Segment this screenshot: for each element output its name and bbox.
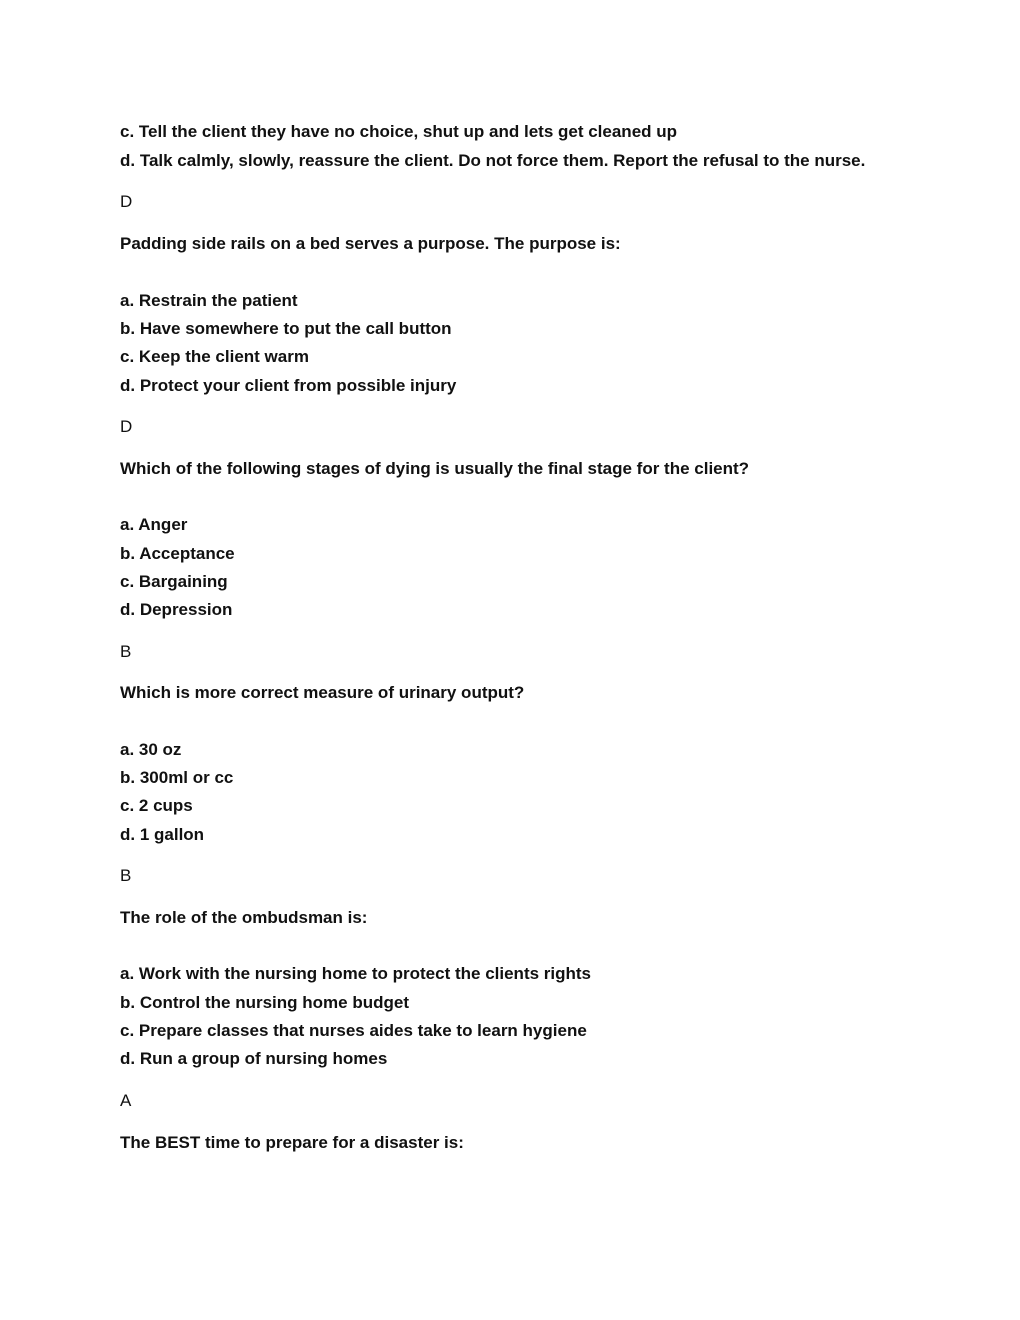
answer-key: B bbox=[120, 642, 132, 661]
option-c: c. Prepare classes that nurses aides take to learn hygiene bbox=[120, 1021, 587, 1040]
option-a: a. Work with the nursing home to protect the clients rights bbox=[120, 964, 592, 983]
option-b: b. Control the nursing home budget bbox=[120, 993, 409, 1012]
option-a: a. 30 oz bbox=[120, 740, 182, 759]
answer-key: B bbox=[120, 866, 132, 885]
option-c: c. Bargaining bbox=[120, 572, 228, 591]
option-b: b. 300ml or cc bbox=[120, 768, 234, 787]
question-text: Padding side rails on a bed serves a purpose. The purpose is: bbox=[120, 234, 621, 253]
question-text: The BEST time to prepare for a disaster is: bbox=[120, 1133, 464, 1152]
question-text: Which of the following stages of dying is usually the final stage for the client? bbox=[120, 459, 750, 478]
question-text: Which is more correct measure of urinary output? bbox=[120, 683, 525, 702]
option-b: b. Acceptance bbox=[120, 544, 235, 563]
option-c: c. Tell the client they have no choice, shut up and lets get cleaned up bbox=[120, 122, 678, 141]
question-text: The role of the ombudsman is: bbox=[120, 908, 368, 927]
option-d: d. Depression bbox=[120, 600, 233, 619]
option-d: d. 1 gallon bbox=[120, 825, 205, 844]
option-c: c. Keep the client warm bbox=[120, 347, 309, 366]
option-b: b. Have somewhere to put the call button bbox=[120, 319, 452, 338]
option-d: d. Talk calmly, slowly, reassure the client. Do not force them. Report the refusal to the nurse. bbox=[120, 151, 866, 170]
option-d: d. Protect your client from possible injury bbox=[120, 376, 457, 395]
option-a: a. Anger bbox=[120, 515, 188, 534]
answer-key: D bbox=[120, 417, 133, 436]
answer-key: D bbox=[120, 192, 133, 211]
answer-key: A bbox=[120, 1091, 132, 1110]
option-d: d. Run a group of nursing homes bbox=[120, 1049, 388, 1068]
option-a: a. Restrain the patient bbox=[120, 291, 298, 310]
option-c: c. 2 cups bbox=[120, 796, 193, 815]
